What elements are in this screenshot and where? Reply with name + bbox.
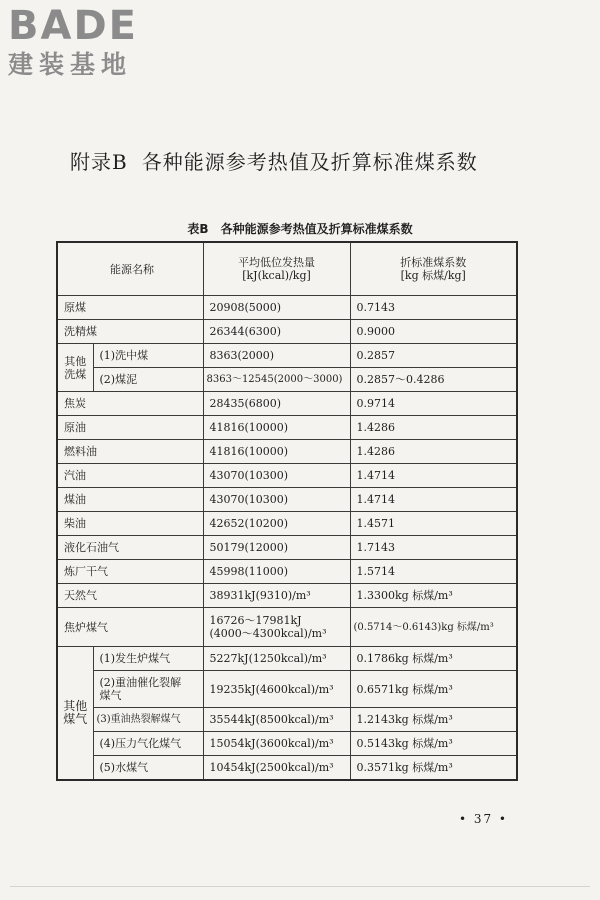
group-other-gas-line1: 其他 — [63, 699, 88, 713]
row-coef: 1.4714 — [350, 488, 517, 512]
logo-wordmark: BADE — [8, 3, 138, 49]
row-energy-name: 液化石油气 — [57, 536, 203, 560]
row-energy-name: (5)水煤气 — [93, 756, 203, 781]
table-header-row — [57, 242, 517, 296]
row-coef: 1.3300kg 标煤/m³ — [350, 584, 517, 608]
row-coef: 0.9000 — [350, 320, 517, 344]
row-coef: 1.4286 — [350, 440, 517, 464]
row-energy-name: 汽油 — [57, 464, 203, 488]
table-row — [57, 708, 517, 732]
row-energy-name: (1)发生炉煤气 — [93, 647, 203, 671]
row-heat: 20908(5000) — [203, 296, 350, 320]
table-row — [57, 536, 517, 560]
row-heat — [203, 608, 350, 647]
brand-logo — [8, 4, 138, 80]
header-heat-line2: [kJ(kcal)/kg] — [242, 269, 311, 282]
row-energy-name: 炼厂干气 — [57, 560, 203, 584]
row-energy-name: 原油 — [57, 416, 203, 440]
row-name-line2: 煤气 — [99, 689, 122, 702]
row-coef: 0.1786kg 标煤/m³ — [350, 647, 517, 671]
table-row — [57, 488, 517, 512]
row-coef: 1.5714 — [350, 560, 517, 584]
row-coef: 0.7143 — [350, 296, 517, 320]
row-energy-name: 原煤 — [57, 296, 203, 320]
group-other-gas-line2: 煤气 — [63, 712, 88, 726]
row-energy-name: 燃料油 — [57, 440, 203, 464]
row-heat: 43070(10300) — [203, 464, 350, 488]
table-caption — [0, 220, 600, 237]
row-coef: 1.2143kg 标煤/m³ — [350, 708, 517, 732]
row-coef: 0.6571kg 标煤/m³ — [350, 671, 517, 708]
row-heat: 8363～12545(2000～3000) — [203, 368, 350, 392]
row-heat: 15054kJ(3600kcal)/m³ — [203, 732, 350, 756]
row-heat: 50179(12000) — [203, 536, 350, 560]
page-bottom-rule — [10, 886, 590, 887]
row-heat: 45998(11000) — [203, 560, 350, 584]
row-energy-name — [93, 671, 203, 708]
row-coef: (0.5714～0.6143)kg 标煤/m³ — [350, 608, 517, 647]
row-heat: 19235kJ(4600kcal)/m³ — [203, 671, 350, 708]
table-row — [57, 671, 517, 708]
appendix-title — [70, 146, 478, 175]
table-row — [57, 392, 517, 416]
row-energy-name: 焦炉煤气 — [57, 608, 203, 647]
row-heat: 28435(6800) — [203, 392, 350, 416]
table-row — [57, 320, 517, 344]
row-coef: 0.9714 — [350, 392, 517, 416]
row-heat: 26344(6300) — [203, 320, 350, 344]
table-caption-title: 各种能源参考热值及折算标准煤系数 — [220, 222, 413, 236]
row-energy-name: (3)重油热裂解煤气 — [93, 708, 203, 732]
row-heat-line2: (4000～4300kcal)/m³ — [209, 627, 327, 640]
row-energy-name: (4)压力气化煤气 — [93, 732, 203, 756]
table-row — [57, 608, 517, 647]
row-heat: 41816(10000) — [203, 440, 350, 464]
row-coef: 1.4286 — [350, 416, 517, 440]
row-heat-line1: 16726～17981kJ — [209, 614, 302, 627]
row-coef: 0.5143kg 标煤/m³ — [350, 732, 517, 756]
table-row — [57, 344, 517, 368]
energy-coefficient-table — [56, 241, 518, 781]
row-energy-name: 天然气 — [57, 584, 203, 608]
row-energy-name: (1)洗中煤 — [93, 344, 203, 368]
row-energy-name: 洗精煤 — [57, 320, 203, 344]
row-heat: 10454kJ(2500kcal)/m³ — [203, 756, 350, 781]
table-row — [57, 464, 517, 488]
row-heat: 35544kJ(8500kcal)/m³ — [203, 708, 350, 732]
row-coef: 0.2857 — [350, 344, 517, 368]
row-coef: 1.4571 — [350, 512, 517, 536]
logo-subtitle: 建装基地 — [8, 50, 133, 79]
header-heat-line1: 平均低位发热量 — [238, 256, 315, 269]
row-heat: 38931kJ(9310)/m³ — [203, 584, 350, 608]
table-row — [57, 756, 517, 781]
header-heat-value — [203, 242, 350, 296]
row-energy-name: 柴油 — [57, 512, 203, 536]
row-energy-name: (2)煤泥 — [93, 368, 203, 392]
table-row — [57, 416, 517, 440]
group-other-gas — [57, 647, 93, 781]
table-row — [57, 440, 517, 464]
header-coefficient — [350, 242, 517, 296]
row-coef: 1.7143 — [350, 536, 517, 560]
table-row — [57, 647, 517, 671]
table-row — [57, 584, 517, 608]
table-row — [57, 732, 517, 756]
row-name-line1: (2)重油催化裂解 — [99, 676, 182, 689]
appendix-label: 附录B — [70, 150, 128, 174]
row-heat: 43070(10300) — [203, 488, 350, 512]
row-heat: 41816(10000) — [203, 416, 350, 440]
table-row — [57, 512, 517, 536]
row-energy-name: 焦炭 — [57, 392, 203, 416]
row-coef: 0.3571kg 标煤/m³ — [350, 756, 517, 781]
table-row — [57, 368, 517, 392]
row-heat: 5227kJ(1250kcal)/m³ — [203, 647, 350, 671]
group-other-washed-coal: 其他洗煤 — [57, 344, 93, 392]
table-row — [57, 560, 517, 584]
header-energy-name: 能源名称 — [57, 242, 203, 296]
header-coef-line2: [kg 标煤/kg] — [400, 269, 466, 282]
header-coef-line1: 折标准煤系数 — [400, 256, 467, 269]
table-caption-label: 表B — [187, 222, 209, 236]
table-row — [57, 296, 517, 320]
row-heat: 42652(10200) — [203, 512, 350, 536]
row-coef: 0.2857～0.4286 — [350, 368, 517, 392]
appendix-heading: 各种能源参考热值及折算标准煤系数 — [141, 150, 478, 174]
row-coef: 1.4714 — [350, 464, 517, 488]
row-heat: 8363(2000) — [203, 344, 350, 368]
page-number: • 37 • — [458, 812, 508, 826]
row-energy-name: 煤油 — [57, 488, 203, 512]
